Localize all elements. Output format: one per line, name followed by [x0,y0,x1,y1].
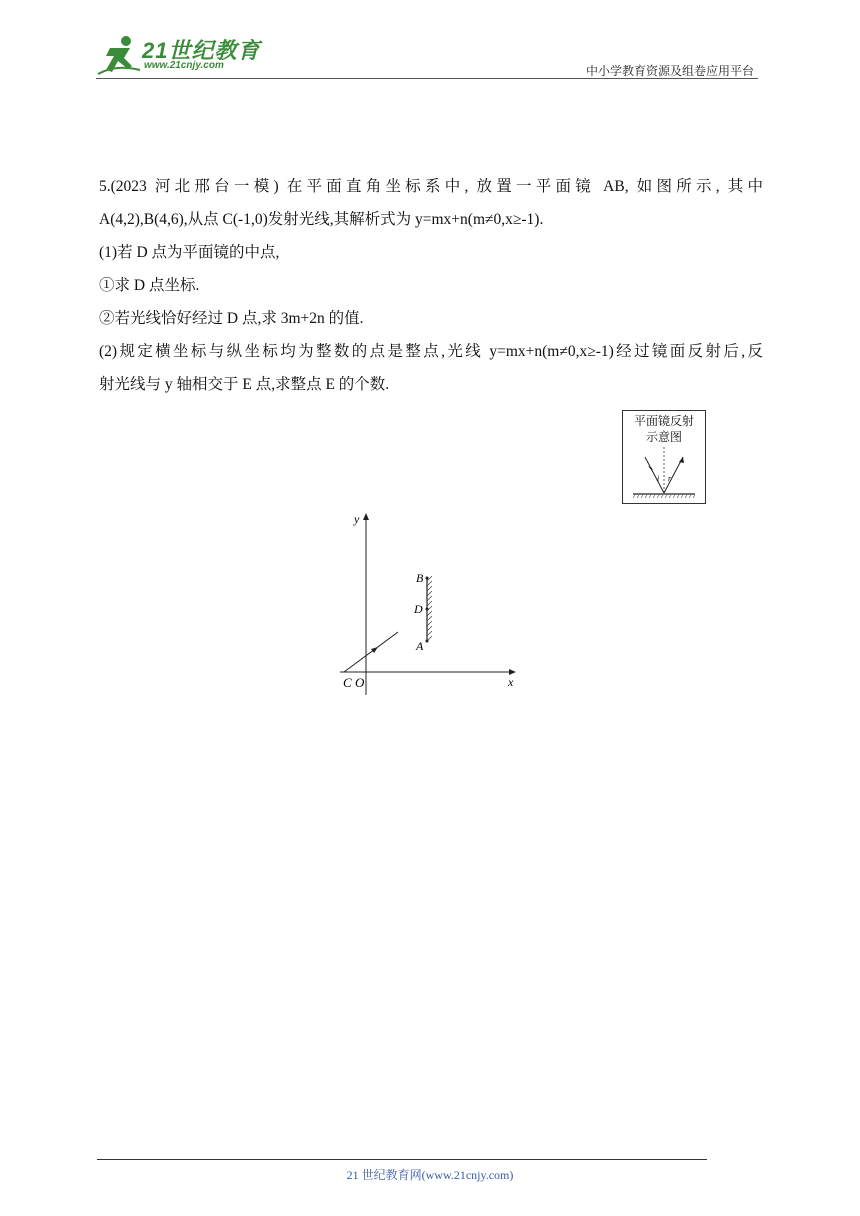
coordinate-figure [336,505,526,700]
angle-i-label: i [657,474,660,483]
footer-divider [97,1159,707,1160]
point-c-label: C [343,675,352,690]
incident-ray [645,457,664,493]
problem-line-1: 5.(2023 河北邢台一模) 在平面直角坐标系中, 放置一平面镜 AB, 如图所示, 其中 [99,178,763,195]
point-a-label: A [416,639,424,653]
logo-url: www.21cnjy.com [144,60,224,71]
problem-part-1: (1)若 D 点为平面镜的中点, [99,244,280,261]
mirror-title-line-2: 示意图 [645,430,682,444]
light-ray-arrow-icon [371,647,378,653]
y-axis-arrow-icon [363,513,369,520]
coordinate-plane [336,505,526,700]
problem-content [99,170,763,401]
mirror-title-line-1: 平面镜反射 [633,414,694,428]
header-platform-text: 中小学教育资源及组卷应用平台 [585,64,754,78]
reflected-arrow-icon [679,457,684,463]
reflected-ray [664,457,683,493]
mirror-hatching [633,495,695,498]
mirror-reflection-graphic [623,411,705,503]
runner-logo-icon [96,34,144,78]
origin-label: O [355,675,365,690]
problem-part-2-line-1: (2)规定横坐标与纵坐标均为整数的点是整点,光线 y=mx+n(m≠0,x≥-1)经过镜面反射后,反 [99,343,763,360]
problem-question-1: ①求 D 点坐标. [99,277,200,294]
point-b-label: B [416,571,424,585]
light-ray [344,632,398,672]
mirror-reflection-diagram [622,410,706,504]
footer-text: 21 世纪教育网(www.21cnjy.com) [346,1168,514,1182]
x-axis-label: x [508,675,514,689]
point-a-dot [426,640,429,643]
page-header [0,0,860,80]
point-d-label: D [414,602,423,616]
header-divider [96,78,758,79]
logo-text: 21世纪教育 [142,38,261,63]
problem-part-2-line-2: 射光线与 y 轴相交于 E 点,求整点 E 的个数. [99,376,390,393]
y-axis-label: y [354,512,360,526]
problem-line-2: A(4,2),B(4,6),从点 C(-1,0)发射光线,其解析式为 y=mx+n(m≠0,x≥-1). [99,211,544,228]
angle-r-label: r [668,474,672,483]
logo [96,34,276,78]
point-d-dot [426,608,429,611]
point-b-dot [426,577,429,580]
problem-question-2: ②若光线恰好经过 D 点,求 3m+2n 的值. [99,310,364,327]
